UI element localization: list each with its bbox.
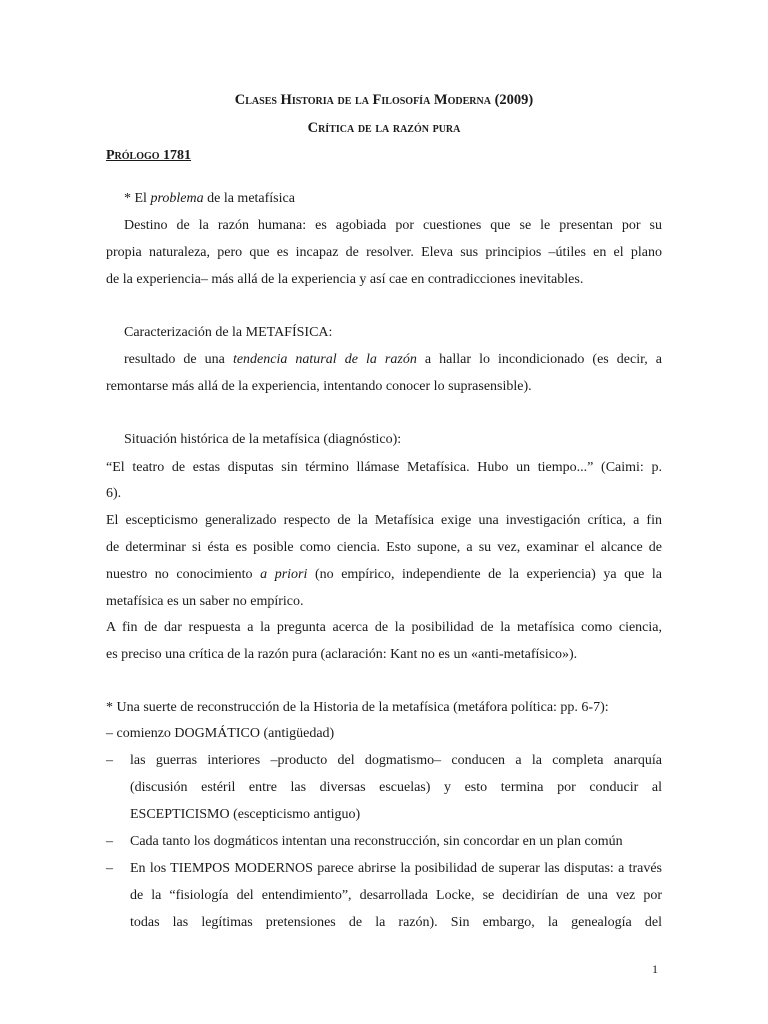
document-subtitle: Crítica de la razón pura (307, 120, 461, 136)
paragraph-line: * Una suerte de reconstrucción de la Historia de la metafísica (metáfora política: pp. 6-7): (106, 700, 609, 715)
list-item-line: de la “fisiología del entendimiento”, desarrollada Locke, se decidirían de una vez por (130, 888, 662, 903)
paragraph-line: Situación histórica de la metafísica (diagnóstico): (124, 432, 402, 447)
paragraph-line: – comienzo DOGMÁTICO (antigüedad) (106, 726, 335, 741)
text-span: nuestro no conocimiento (106, 567, 261, 582)
emphasis-text: a priori (260, 567, 308, 582)
paragraph-line: metafísica es un saber no empírico. (106, 594, 304, 609)
paragraph-line: Caracterización de la METAFÍSICA: (124, 325, 333, 340)
list-bullet: – (106, 861, 113, 876)
list-bullet: – (106, 753, 113, 768)
paragraph-line: propia naturaleza, pero que es incapaz de resolver. Eleva sus principios –útiles en el plano (106, 245, 662, 260)
text-span: resultado de una (124, 352, 233, 367)
document-title: Clases Historia de la Filosofía Moderna (2009) (234, 92, 534, 108)
section-heading: Prólogo 1781 (106, 148, 192, 163)
text-span: * El (124, 191, 151, 206)
emphasis-text: problema (150, 191, 204, 206)
paragraph-line (124, 189, 295, 209)
list-item-line: las guerras interiores –producto del dogmatismo– conducen a la completa anarquía (130, 753, 662, 768)
text-span: (no empírico, independiente de la experiencia) ya que la (307, 567, 662, 582)
paragraph-line: es preciso una crítica de la razón pura (aclaración: Kant no es un «anti-metafísico»). (106, 647, 578, 662)
list-item-line: Cada tanto los dogmáticos intentan una reconstrucción, sin concordar en un plan común (130, 834, 623, 849)
paragraph-line: Destino de la razón humana: es agobiada por cuestiones que se le presentan por su (124, 218, 662, 233)
text-span: a hallar lo incondicionado (es decir, a (416, 352, 662, 367)
list-bullet: – (106, 834, 113, 849)
paragraph-line: “El teatro de estas disputas sin término llámase Metafísica. Hubo un tiempo...” (Caimi: p. (106, 460, 662, 475)
paragraph-line: 6). (106, 486, 122, 501)
list-item-line: En los TIEMPOS MODERNOS parece abrirse la posibilidad de superar las disputas: a través (130, 861, 662, 876)
paragraph-line: de determinar si ésta es posible como ciencia. Esto supone, a su vez, examinar el alcance de (106, 540, 662, 555)
list-item-line: (discusión estéril entre las diversas escuelas) y esto termina por conducir al (130, 780, 662, 795)
text-span: de la metafísica (203, 191, 295, 206)
page-number: 1 (652, 962, 658, 976)
paragraph-line: El escepticismo generalizado respecto de la Metafísica exige una investigación crítica, a fin (106, 513, 662, 528)
paragraph-line: remontarse más allá de la experiencia, intentando conocer lo suprasensible). (106, 379, 532, 394)
paragraph-line: de la experiencia– más allá de la experiencia y así cae en contradicciones inevitables. (106, 272, 584, 287)
paragraph-line (106, 565, 662, 585)
emphasis-text: tendencia natural de la razón (232, 352, 417, 367)
list-item-line: ESCEPTICISMO (escepticismo antiguo) (130, 807, 361, 822)
paragraph-line (124, 350, 662, 370)
paragraph-line: A fin de dar respuesta a la pregunta acerca de la posibilidad de la metafísica como ciencia, (106, 620, 662, 635)
list-item-line: todas las legítimas pretensiones de la razón). Sin embargo, la genealogía del (130, 915, 662, 930)
